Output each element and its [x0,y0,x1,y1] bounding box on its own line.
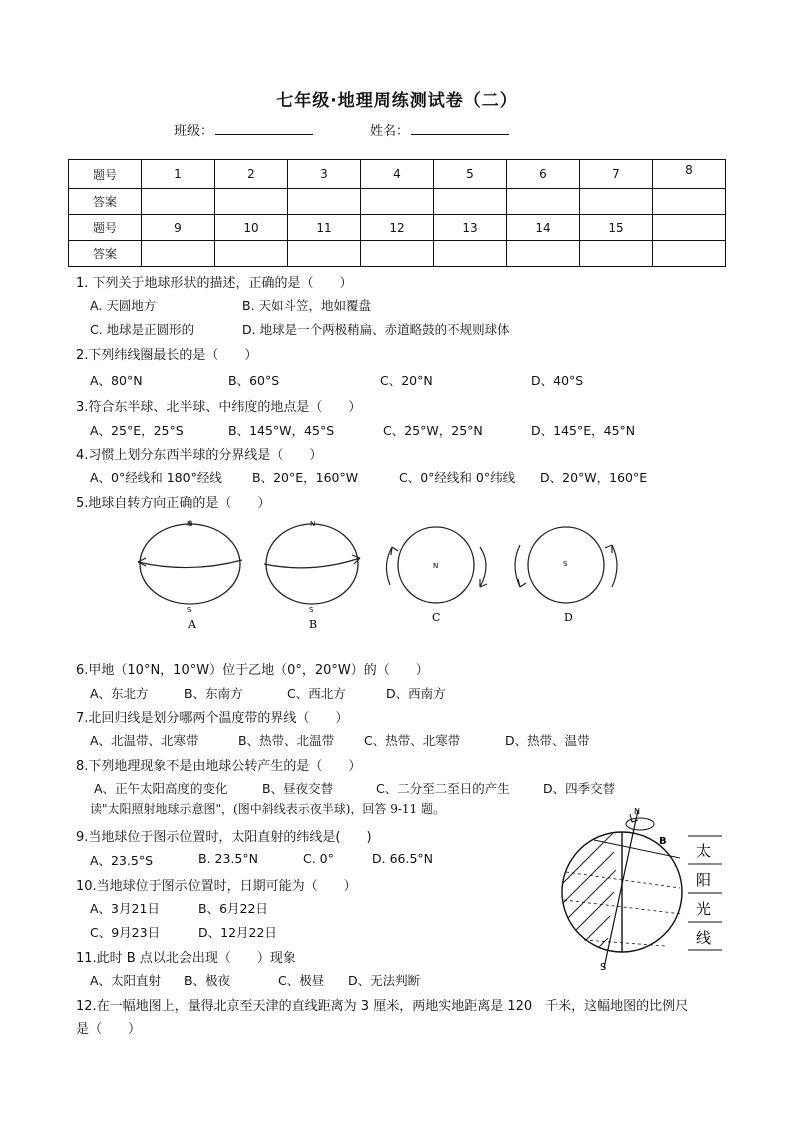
table-row [69,160,726,189]
question-number: 11 [288,215,361,241]
q9-option-b[interactable]: B. 23.5°N [198,851,258,866]
figure-b[interactable] [258,518,368,631]
north-pole-label: N [634,807,640,816]
south-label: S [309,606,314,614]
answer-cell[interactable] [142,189,215,215]
class-label: 班级： [174,124,214,139]
q9-option-a[interactable]: A、23.5°S [90,853,154,868]
figure-letter: C [432,611,441,624]
q10-option-d[interactable]: D、12月22日 [198,925,277,940]
q1-option-d[interactable]: D. 地球是一个两极稍扁、赤道略鼓的不规则球体 [242,322,510,337]
question-12-stem: 12.在一幅地图上，量得北京至天津的直线距离为 3 厘米，两地实地距离是 120 千米，这幅地图的比例尺 [76,999,689,1014]
answer-cell[interactable] [361,189,434,215]
answer-cell[interactable] [580,241,653,267]
q7-option-a[interactable]: A、北温带、北寒带 [90,733,199,748]
question-number: 9 [142,215,215,241]
answer-cell[interactable] [580,189,653,215]
q10-option-c[interactable]: C、9月23日 [90,925,161,940]
question-12-continuation: 是（ ） [76,1022,142,1037]
question-5-stem: 5.地球自转方向正确的是（ ） [76,496,271,511]
q2-option-a[interactable]: A、80°N [90,373,143,388]
figure-letter: B [309,618,318,631]
diagram-note: 读"太阳照射地球示意图"，(图中斜线表示夜半球)，回答 9-11 题。 [90,802,445,816]
question-8-stem: 8.下列地理现象不是由地球公转产生的是（ ） [76,759,362,774]
q3-option-d[interactable]: D、145°E，45°N [531,423,636,438]
south-pole-label: S [600,962,607,973]
question-number: 1 [142,160,215,189]
q1-option-a[interactable]: A. 天圆地方 [90,298,157,313]
sun-ray-char: 阳 [696,871,712,889]
question-9-stem: 9.当地球位于图示位置时，太阳直射的纬线是( ) [76,830,372,845]
q7-option-d[interactable]: D、热带、温带 [505,733,590,748]
answer-cell[interactable] [288,189,361,215]
q9-option-d[interactable]: D. 66.5°N [372,851,434,866]
question-number: 13 [434,215,507,241]
answer-cell[interactable] [361,241,434,267]
q6-option-c[interactable]: C、西北方 [287,686,346,701]
table-row [69,241,726,267]
q2-option-c[interactable]: C、20°N [380,373,433,388]
row-label: 题号 [69,160,142,189]
figure-letter: D [564,611,573,624]
question-number: 15 [580,215,653,241]
south-label: S [563,560,568,568]
question-11-stem: 11.此时 B 点以北会出现（ ）现象 [76,951,296,966]
q2-option-b[interactable]: B、60°S [228,373,280,388]
question-4-stem: 4.习惯上划分东西半球的分界线是（ ） [76,448,323,463]
name-label: 姓名： [370,124,410,139]
question-number: 6 [507,160,580,189]
figure-c[interactable] [380,525,498,625]
q10-option-b[interactable]: B、6月22日 [198,901,268,916]
q2-option-d[interactable]: D、40°S [531,373,584,388]
q10-option-a[interactable]: A、3月21日 [90,901,160,916]
q4-option-a[interactable]: A、0°经线和 180°经线 [90,470,222,485]
table-row [69,189,726,215]
row-label: 题号 [69,215,142,241]
answer-cell[interactable] [653,241,726,267]
north-label: N [187,520,193,528]
class-blank[interactable] [215,122,313,135]
question-number: 7 [580,160,653,189]
answer-cell[interactable] [434,189,507,215]
page-title: 七年级·地理周练测试卷（二） [276,91,518,111]
q7-option-c[interactable]: C、热带、北寒带 [364,733,461,748]
q3-option-a[interactable]: A、25°E，25°S [90,423,184,438]
figure-a[interactable] [130,518,250,631]
point-b-label: B [659,836,667,847]
sun-diagram [556,800,736,975]
answer-cell[interactable] [507,241,580,267]
q3-option-c[interactable]: C、25°W，25°N [383,423,483,438]
answer-cell[interactable] [507,189,580,215]
class-field [174,120,313,139]
table-row [69,215,726,241]
name-field [370,120,509,139]
q4-option-c[interactable]: C、0°经线和 0°纬线 [399,470,516,485]
row-label: 答案 [69,189,142,215]
question-number: 4 [361,160,434,189]
question-number: 12 [361,215,434,241]
figure-d[interactable] [510,525,628,625]
answer-cell[interactable] [215,241,288,267]
q11-option-c[interactable]: C、极昼 [278,973,325,988]
question-3-stem: 3.符合东半球、北半球、中纬度的地点是（ ） [76,400,362,415]
north-label: N [310,520,316,528]
question-number: 5 [434,160,507,189]
q8-option-c[interactable]: C、二分至二至日的产生 [376,781,510,796]
question-number: 8 [653,160,726,189]
question-number: 2 [215,160,288,189]
question-7-stem: 7.北回归线是划分哪两个温度带的界线（ ） [76,711,349,726]
q4-option-d[interactable]: D、20°W，160°E [540,470,648,485]
answer-table [68,159,726,267]
answer-cell[interactable] [142,241,215,267]
q11-option-b[interactable]: B、极夜 [184,973,231,988]
q8-option-a[interactable]: A、正午太阳高度的变化 [94,781,228,796]
q1-option-b[interactable]: B. 天如斗笠，地如覆盘 [242,298,372,313]
sun-ray-char: 光 [696,900,712,918]
north-label: N [433,562,439,570]
q6-option-a[interactable]: A、东北方 [90,686,149,701]
figure-letter: A [188,618,196,631]
q8-option-b[interactable]: B、昼夜交替 [262,781,334,796]
question-6-stem: 6.甲地（10°N，10°W）位于乙地（0°，20°W）的（ ） [76,663,429,678]
q7-option-b[interactable]: B、热带、北温带 [238,733,335,748]
question-1-stem: 1. 下列关于地球形状的描述，正确的是（ ） [76,276,353,291]
q6-option-b[interactable]: B、东南方 [184,686,243,701]
q4-option-b[interactable]: B、20°E，160°W [252,470,359,485]
sun-ray-char: 线 [696,929,712,947]
south-label: S [187,606,192,614]
q3-option-b[interactable]: B、145°W，45°S [228,423,335,438]
q1-option-c[interactable]: C. 地球是正圆形的 [90,322,195,337]
q11-option-a[interactable]: A、太阳直射 [90,973,162,988]
answer-cell[interactable] [434,241,507,267]
row-label: 答案 [69,241,142,267]
question-10-stem: 10.当地球位于图示位置时，日期可能为（ ） [76,879,357,894]
question-number: 3 [288,160,361,189]
question-2-stem: 2.下列纬线圈最长的是（ ） [76,348,258,363]
answer-cell[interactable] [288,241,361,267]
q8-option-d[interactable]: D、四季交替 [543,781,616,796]
question-number [653,215,726,241]
q9-option-c[interactable]: C. 0° [303,851,334,866]
sun-ray-char: 太 [696,842,712,860]
q6-option-d[interactable]: D、西南方 [386,686,446,701]
answer-cell[interactable] [653,189,726,215]
q11-option-d[interactable]: D、无法判断 [348,973,421,988]
question-number: 14 [507,215,580,241]
name-blank[interactable] [411,122,509,135]
question-number: 10 [215,215,288,241]
answer-cell[interactable] [215,189,288,215]
